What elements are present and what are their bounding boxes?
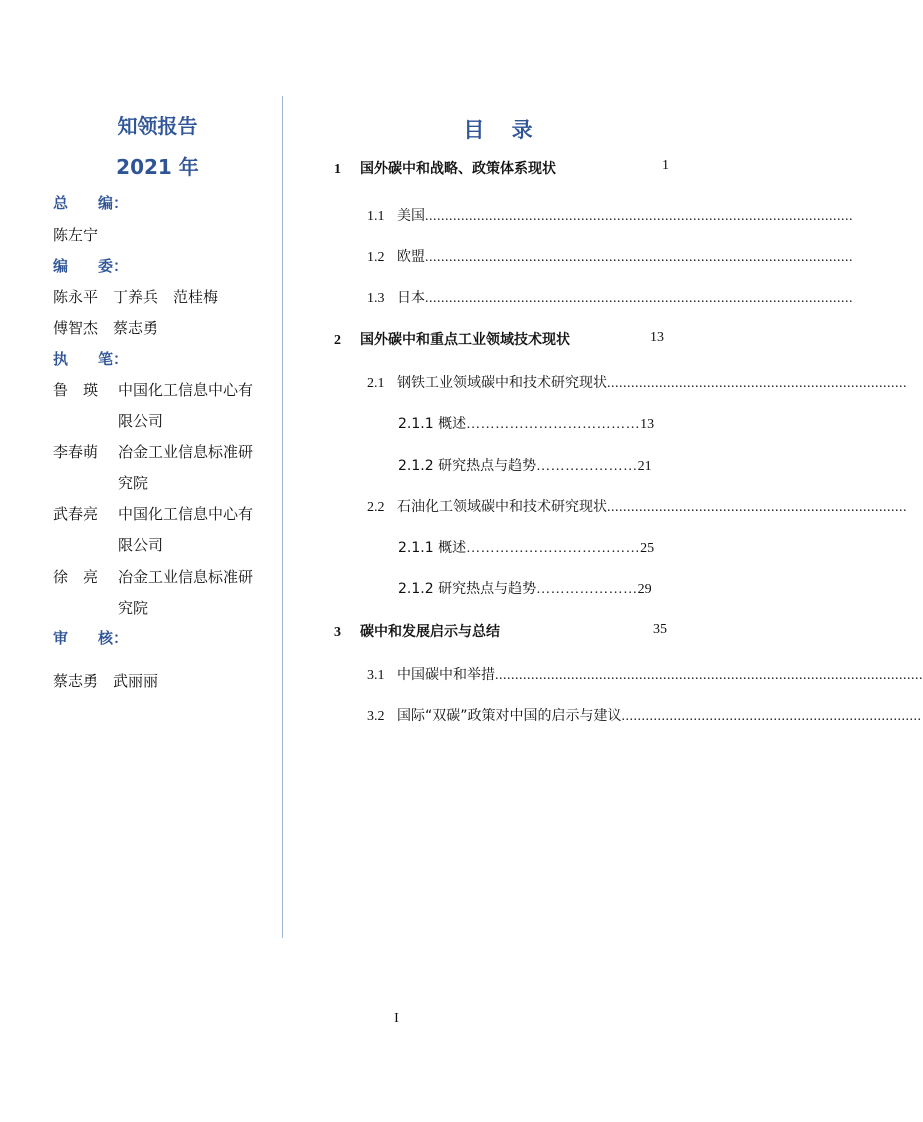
toc-page-number: 35 <box>653 622 667 637</box>
toc-page-number: 29 <box>637 582 652 597</box>
toc-entry-chapter-1[interactable]: 1 国外碳中和战略、政策体系现状 <box>334 161 556 177</box>
toc-entry-1-2[interactable]: 1.2 欧盟........................................................................................................... <box>367 249 853 265</box>
toc-page-number: 1 <box>662 158 669 173</box>
toc-entry-2-2[interactable]: 2.2 石油化工领域碳中和技术研究现状........................................................................... <box>367 499 907 515</box>
toc-page-number: 13 <box>640 417 655 432</box>
writer-affiliation: 冶金工业信息标准研 <box>118 443 254 461</box>
toc-dot-leader: ........................................................................................................... <box>425 250 853 265</box>
toc-entry-2-2-1[interactable]: 2.1.1 概述………………………………25 <box>398 540 655 556</box>
toc-entry-3-1[interactable]: 3.1 中国碳中和举措........................................................................................................... <box>367 667 923 683</box>
toc-entry-1-1[interactable]: 1.1 美国........................................................................................................... <box>367 208 853 224</box>
writer-name: 李春萌 <box>53 443 99 461</box>
toc-entry-2-1-2[interactable]: 2.1.2 研究热点与趋势…………………21 <box>398 458 652 474</box>
reviewer-names: 蔡志勇 武丽丽 <box>53 672 159 690</box>
role-chief-editor: 总 编： <box>53 194 129 212</box>
writer-affiliation-cont: 限公司 <box>118 412 164 430</box>
toc-dot-leader: ........................................................................................................... <box>425 291 853 306</box>
toc-entry-2-2-2[interactable]: 2.1.2 研究热点与趋势…………………29 <box>398 581 652 597</box>
editorial-board-line-2: 傅智杰 蔡志勇 <box>53 319 159 337</box>
toc-entry-2-1[interactable]: 2.1 钢铁工业领域碳中和技术研究现状........................................................................... <box>367 375 907 391</box>
toc-dot-leader: ........................................................................... <box>621 709 922 724</box>
toc-page-number: 21 <box>637 459 652 474</box>
toc-dot-leader: ........................................................................................................... <box>495 668 923 683</box>
writer-name: 武春亮 <box>53 505 99 523</box>
report-series-title: 知领报告 <box>117 114 198 138</box>
role-reviewers: 审 核： <box>53 629 129 647</box>
toc-dot-leader: ........................................................................... <box>607 500 907 515</box>
writer-name: 鲁 瑛 <box>53 381 99 399</box>
toc-dot-leader: ........................................................................... <box>607 376 907 391</box>
page-number-footer: I <box>394 1011 399 1026</box>
toc-entry-2-1-1[interactable]: 2.1.1 概述………………………………13 <box>398 416 655 432</box>
role-editorial-board: 编 委： <box>53 257 129 275</box>
writer-affiliation-cont: 限公司 <box>118 536 164 554</box>
chief-editor-name: 陈左宁 <box>53 226 99 244</box>
editorial-panel <box>0 0 282 1122</box>
writer-affiliation: 冶金工业信息标准研 <box>118 568 254 586</box>
writer-affiliation-cont: 究院 <box>118 474 149 492</box>
editorial-board-line-1: 陈永平 丁养兵 范桂梅 <box>53 288 219 306</box>
writer-affiliation: 中国化工信息中心有 <box>118 505 254 523</box>
toc-dot-leader: ………………… <box>536 582 638 597</box>
toc-entry-chapter-2[interactable]: 2 国外碳中和重点工业领域技术现状 <box>334 332 570 348</box>
role-writers: 执 笔： <box>53 350 129 368</box>
toc-page-number: 25 <box>640 541 655 556</box>
toc-dot-leader: ……………………………… <box>466 541 641 556</box>
writer-affiliation: 中国化工信息中心有 <box>118 381 254 399</box>
writer-name: 徐 亮 <box>53 568 99 586</box>
toc-title: 目 录 <box>463 118 543 142</box>
toc-entry-3-2[interactable]: 3.2 国际“双碳”政策对中国的启示与建议........................................................................... <box>367 708 922 724</box>
toc-page-number: 13 <box>650 330 664 345</box>
table-of-contents <box>283 0 923 1122</box>
toc-entry-chapter-3[interactable]: 3 碳中和发展启示与总结 <box>334 624 500 640</box>
toc-entry-1-3[interactable]: 1.3 日本........................................................................................................... <box>367 290 853 306</box>
toc-dot-leader: ………………… <box>536 459 638 474</box>
toc-dot-leader: ……………………………… <box>466 417 641 432</box>
writer-affiliation-cont: 究院 <box>118 599 149 617</box>
toc-dot-leader: ........................................................................................................... <box>425 209 853 224</box>
report-year: 2021 年 <box>116 155 199 179</box>
